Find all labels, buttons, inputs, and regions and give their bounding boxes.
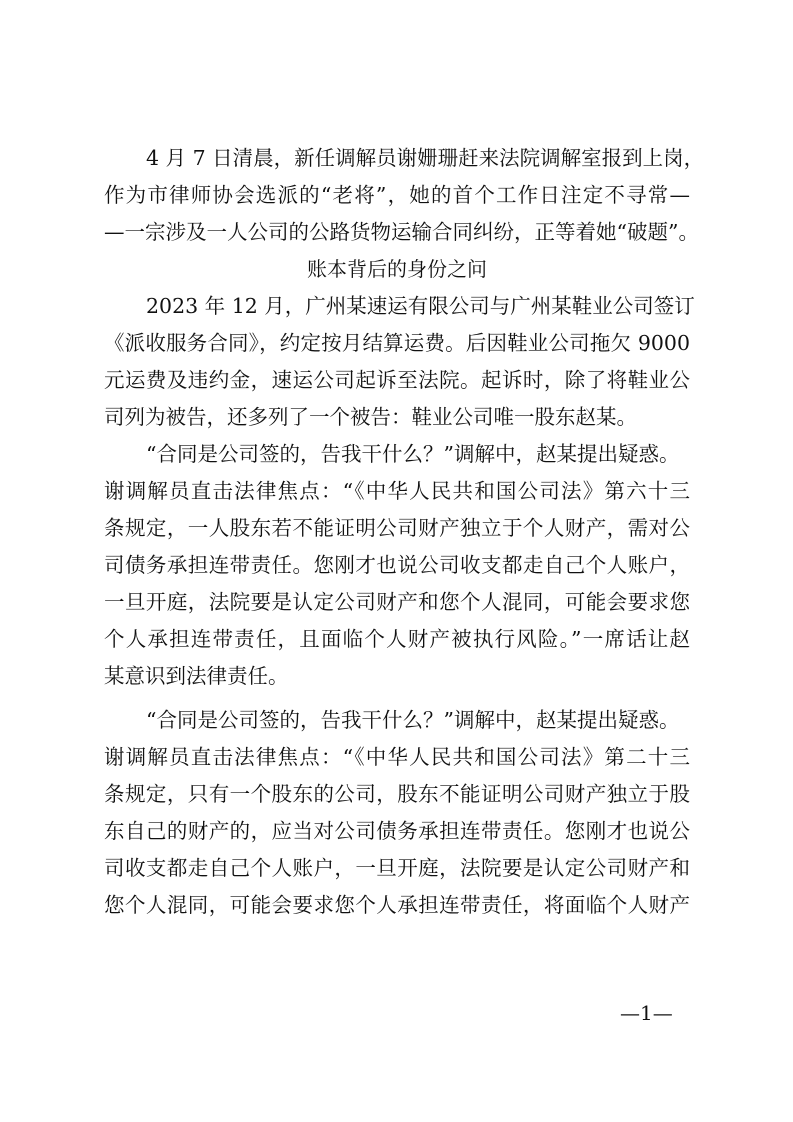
- document-body: [104, 140, 705, 924]
- paragraph-1-line-2: 《派收服务合同》，约定按月结算运费。后因鞋业公司拖欠 9000: [104, 331, 690, 355]
- paragraph-1-line-1: 2023 年 12 月，广州某速运有限公司与广州某鞋业公司签订: [146, 294, 695, 318]
- paragraph-2-line-7: 某意识到法律责任。: [104, 664, 289, 688]
- paragraph-gap: [104, 695, 690, 702]
- intro-line-3: —一宗涉及一人公司的公路货物运输合同纠纷，正等着她“破题”。: [104, 220, 699, 244]
- paragraph-3: [104, 702, 690, 924]
- paragraph-2-line-4: 司债务承担连带责任。您刚才也说公司收支都走自己个人账户，: [104, 553, 690, 577]
- paragraph-3-line-1: “合同是公司签的，告我干什么？”调解中，赵某提出疑惑。: [146, 708, 680, 732]
- paragraph-1: [104, 288, 695, 436]
- paragraph-2-line-1: “合同是公司签的，告我干什么？”调解中，赵某提出疑惑。: [146, 442, 680, 466]
- page-number: —1—: [620, 1001, 673, 1025]
- paragraph-2-line-2: 谢调解员直击法律焦点：“《中华人民共和国公司法》第六十三: [104, 479, 690, 503]
- intro-paragraph: [104, 140, 705, 251]
- paragraph-3-line-3: 条规定，只有一个股东的公司，股东不能证明公司财产独立于股: [104, 782, 690, 806]
- intro-line-1: 4 月 7 日清晨，新任调解员谢姗珊赶来法院调解室报到上岗，: [146, 146, 705, 170]
- paragraph-2-line-5: 一旦开庭，法院要是认定公司财产和您个人混同，可能会要求您: [104, 590, 690, 614]
- paragraph-1-line-4: 司列为被告，还多列了一个被告：鞋业公司唯一股东赵某。: [104, 405, 637, 429]
- section-heading: 账本背后的身份之问: [307, 257, 487, 281]
- paragraph-2: [104, 436, 690, 695]
- paragraph-3-line-2: 谢调解员直击法律焦点：“《中华人民共和国公司法》第二十三: [104, 745, 690, 769]
- paragraph-1-line-3: 元运费及违约金，速运公司起诉至法院。起诉时，除了将鞋业公: [104, 368, 690, 392]
- paragraph-2-line-6: 个人承担连带责任，且面临个人财产被执行风险。”一席话让赵: [104, 627, 690, 651]
- paragraph-3-line-6: 您个人混同，可能会要求您个人承担连带责任，将面临个人财产: [104, 893, 690, 917]
- paragraph-3-line-5: 司收支都走自己个人账户，一旦开庭，法院要是认定公司财产和: [104, 856, 690, 880]
- paragraph-2-line-3: 条规定，一人股东若不能证明公司财产独立于个人财产，需对公: [104, 516, 690, 540]
- intro-line-2: 作为市律师协会选派的“老将”，她的首个工作日注定不寻常—: [104, 183, 690, 207]
- paragraph-3-line-4: 东自己的财产的，应当对公司债务承担连带责任。您刚才也说公: [104, 819, 690, 843]
